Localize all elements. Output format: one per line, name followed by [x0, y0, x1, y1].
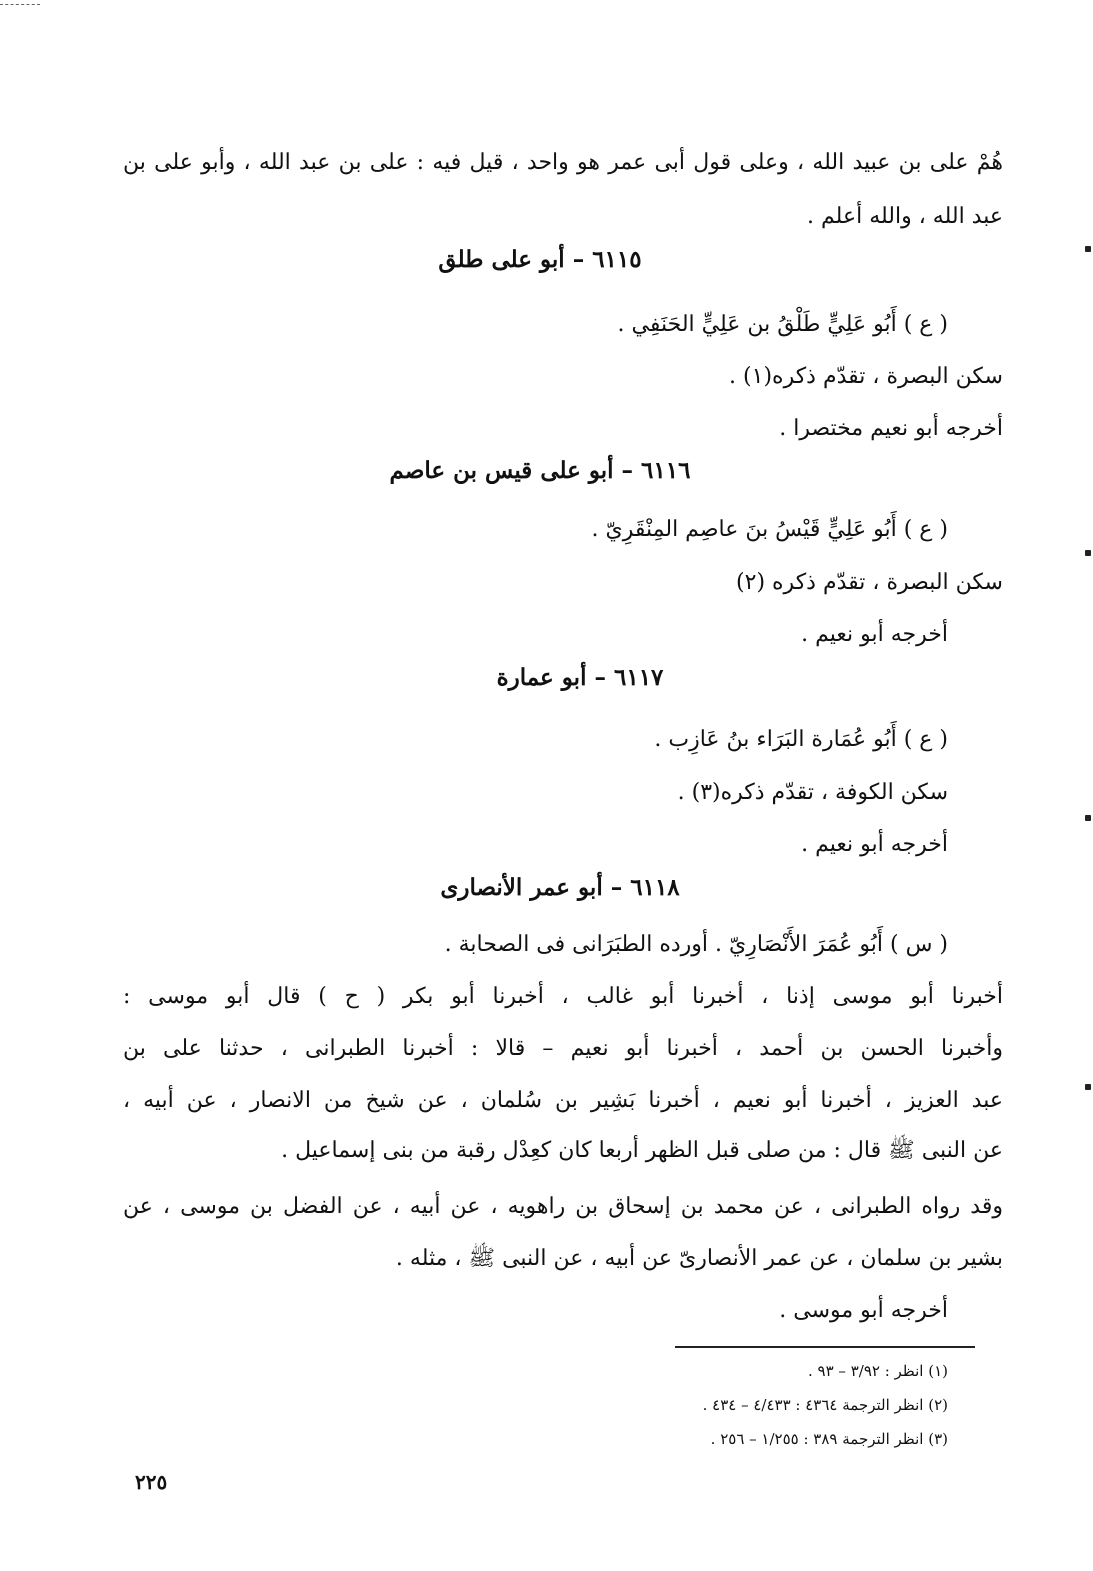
- scan-edge-mark: [1085, 815, 1091, 821]
- entry-heading: ٦١١٨ – أبو عمر الأنصارى: [440, 874, 680, 901]
- scan-edge-mark: [1085, 550, 1091, 556]
- intro-line: هُمْ على بن عبيد الله ، وعلى قول أبى عمر هو واحد ، قيل فيه : على بن عبد الله ، وأبو على بن: [123, 150, 1003, 175]
- scan-edge-mark: [1085, 1084, 1091, 1090]
- entry-line: أخرجه أبو نعيم مختصرا .: [779, 416, 1003, 441]
- entry-line: أخرجه أبو نعيم .: [801, 622, 948, 647]
- entry-line: ( ع ) أَبُو عَلِيٍّ طَلْقُ بن عَلِيٍّ الحَنَفِي .: [617, 312, 948, 337]
- entry-line: ( س ) أَبُو عُمَرَ الأَنْصَارِيّ . أورده الطبَرَانى فى الصحابة .: [444, 932, 948, 957]
- paragraph-line: وأخبرنا الحسن بن أحمد ، أخبرنا أبو نعيم – قالا : أخبرنا الطبرانى ، حدثنا على بن: [123, 1036, 1003, 1061]
- paragraph-line: وقد رواه الطبرانى ، عن محمد بن إسحاق بن راهويه ، عن أبيه ، عن الفضل بن موسى ، عن: [123, 1194, 1003, 1219]
- footnote: (١) انظر : ٣/٩٢ – ٩٣ .: [807, 1362, 948, 1380]
- entry-heading: ٦١١٧ – أبو عمارة: [496, 664, 664, 691]
- entry-line: سكن البصرة ، تقدّم ذكره (٢): [736, 570, 1003, 595]
- scan-edge-mark: [1085, 246, 1091, 252]
- paragraph-line: عن النبى ﷺ قال : من صلى قبل الظهر أربعا كان كعِدْل رقبة من بنى إسماعيل .: [281, 1138, 1003, 1163]
- entry-line: ( ع ) أَبُو عَلِيٍّ قَيْسُ بنَ عاصِم المِنْقَرِيّ .: [591, 517, 948, 542]
- footnote: (٢) انظر الترجمة ٤٣٦٤ : ٤/٤٣٣ – ٤٣٤ .: [702, 1396, 948, 1414]
- intro-line: عبد الله ، والله أعلم .: [807, 204, 1003, 229]
- paragraph-line: عبد العزيز ، أخبرنا أبو نعيم ، أخبرنا بَشِير بن سُلمان ، عن شيخ من الانصار ، عن أبيه ،: [123, 1088, 1003, 1113]
- paragraph-line: بشير بن سلمان ، عن عمر الأنصارىّ عن أبيه ، عن النبى ﷺ ، مثله .: [395, 1246, 1003, 1271]
- entry-heading: ٦١١٥ – أبو على طلق: [438, 246, 642, 273]
- entry-line: أخرجه أبو نعيم .: [801, 832, 948, 857]
- entry-line: ( ع ) أَبُو عُمَارة البَرَاء بنُ عَازِب .: [654, 727, 948, 752]
- closing-line: أخرجه أبو موسى .: [779, 1298, 948, 1323]
- entry-heading: ٦١١٦ – أبو على قيس بن عاصم: [389, 457, 691, 484]
- entry-line: سكن الكوفة ، تقدّم ذكره(٣) .: [677, 780, 948, 805]
- scan-corner-mark: [0, 4, 40, 5]
- page-number: ٢٢٥: [135, 1470, 168, 1494]
- footnote-divider: [675, 1346, 975, 1348]
- entry-line: سكن البصرة ، تقدّم ذكره(١) .: [729, 364, 1003, 389]
- paragraph-line: أخبرنا أبو موسى إذنا ، أخبرنا أبو غالب ، أخبرنا أبو بكر ( ح ) قال أبو موسى :: [123, 984, 1003, 1009]
- footnote: (٣) انظر الترجمة ٣٨٩ : ١/٢٥٥ – ٢٥٦ .: [710, 1430, 948, 1448]
